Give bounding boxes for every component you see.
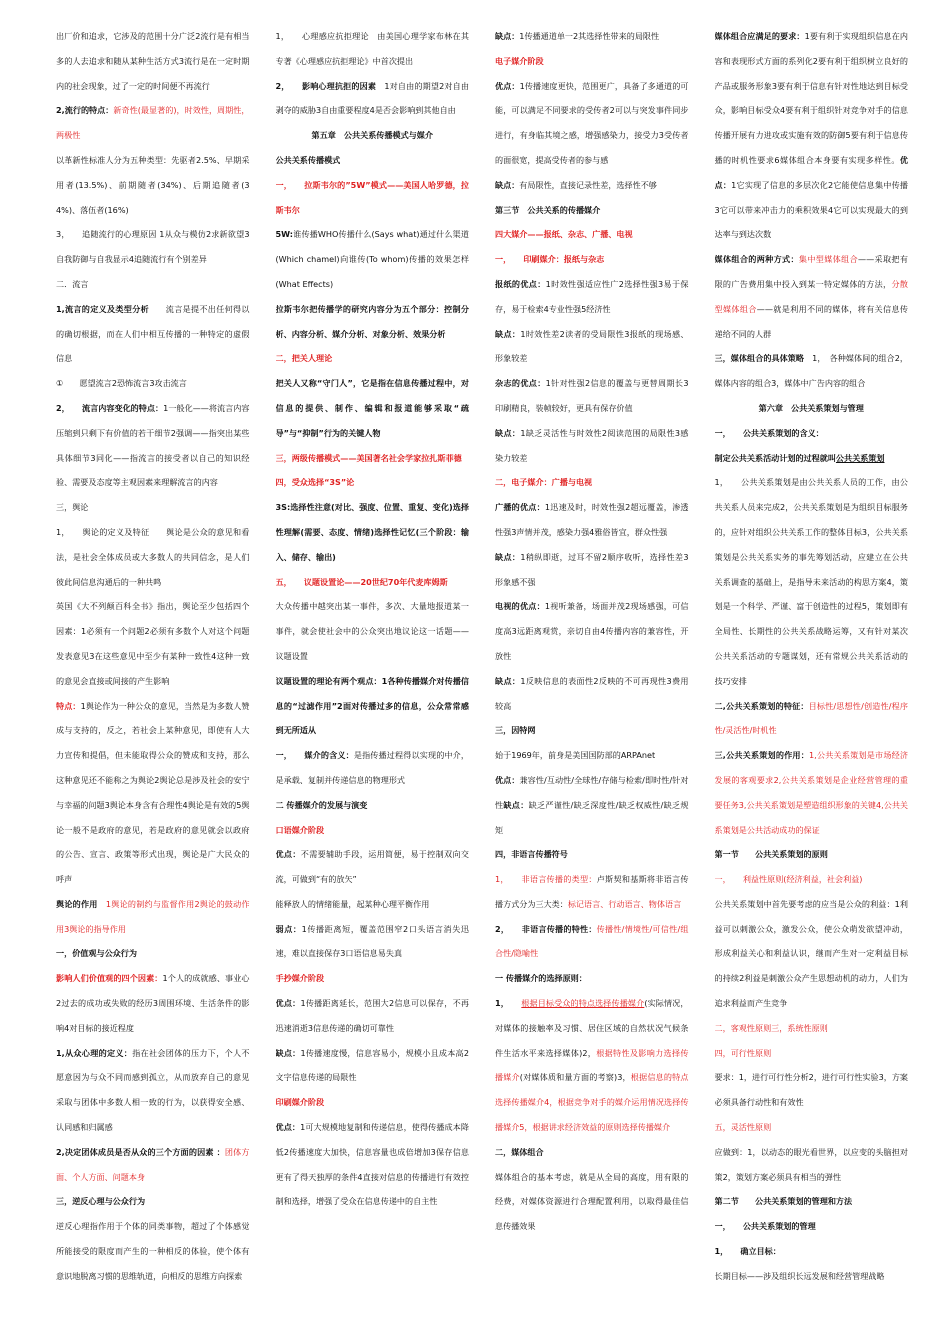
text-run: 三,公共关系策划的作用： (714, 750, 810, 761)
paragraph (56, 594, 250, 693)
paragraph (495, 842, 689, 867)
paragraph (495, 917, 689, 967)
text-run: 1舆论的制约与监督作用2舆论的鼓动作用3舆论的指导作用 (56, 898, 250, 934)
text-run: 1一般化——将流言内容压缩到只剩下有价值的若干细节2强调——指突出某些具体细节3同化——指流言的接受者以自己的知识经验、需要及态度等主观因素来理解流言的内容 (56, 402, 250, 488)
text-run: 大众传播中越突出某一事件，多次、大量地报道某一事件，就会使社会中的公众突出地议论这一话题——议题设置 (275, 601, 469, 661)
text-run: 根据目标受众的特点选择传播媒介 (521, 998, 645, 1009)
text-run: 目标性/思想性/创造性/程序性/灵活性/时机性 (714, 700, 908, 736)
text-run: 一， 印刷媒介：报纸与杂志 (495, 254, 605, 265)
text-run: 二，把关人理论 (275, 353, 333, 364)
paragraph (276, 222, 470, 296)
text-run: 1,公共关系策划是市场经济发展的客观要求2,公共关系策划是企业经营管理的重要任务3,公共关系策划是塑造组织形象的关键4,公共关系策划是公共活动成功的保证 (714, 750, 908, 835)
text-run: 一，价值观与公众行为 (56, 948, 137, 959)
paragraph (56, 941, 250, 966)
paragraph (715, 743, 909, 842)
paragraph (276, 594, 470, 668)
text-run: 长期目标——涉及组织长远发展和经营管理战略 (714, 1270, 885, 1281)
paragraph (276, 371, 470, 445)
paragraph (276, 818, 470, 843)
paragraph (715, 396, 909, 421)
text-column-3 (495, 24, 689, 1344)
text-run: 1缺乏灵活性与时效性2阅读范围的局限性3感染力较差 (495, 427, 689, 463)
text-run: 1传播通道单一2其选择性带来的局限性 (519, 31, 660, 41)
text-run: 逆反心理指作用于个体的同类事物，超过了个体感觉所能接受的限度而产生的一种相反的体验，使个体有意识地脱离习惯的思维轨道，向相反的思维方向探索 (56, 1221, 250, 1281)
text-run: 五，灵活性原则 (714, 1122, 772, 1133)
text-run: ——就是利用不同的媒体，将有关信息传递给不同的人群 (714, 303, 908, 339)
paragraph (276, 24, 470, 74)
text-run: 1视听兼备，场面并茂2现场感强，可信度高3远距离观赏，亲切自由4传播内容的兼容性，开放性 (495, 601, 689, 661)
text-run: 缺点： (503, 799, 529, 810)
text-run: 优点： (495, 80, 520, 91)
text-run: 2,流行的特点： (56, 105, 114, 116)
paragraph (276, 123, 470, 148)
text-run: 公共关系策划中首先要考虑的应当是公众的利益：1利益可以刺激公众，激发公众，使公众萌发欲望冲动，形成利益关心和利益认识，继而产生对一定利益目标的持续2利益是刺激公众产生思想动机的动力，人们为追求利益而产生竞争 (714, 898, 908, 1009)
text-run: 以革新性标准人分为五种类型：先驱者2.5%、早期采用者(13.5%)、前期随者(34%)、后期追随者(34%)、落伍者(16%) (56, 154, 250, 215)
text-run: 指在社会团体的压力下，个人不愿意因为与众不同而感到孤立，从而放弃自己的意见采取与团体中多数人相一致的行为，以获得安全感、认同感和归属感 (56, 1047, 250, 1133)
paragraph (715, 1016, 909, 1041)
paragraph (495, 495, 689, 545)
paragraph (715, 1189, 909, 1214)
text-run: 2,决定团体成员是否从众的三个方面的因素 ： (56, 1146, 225, 1157)
text-run: ——采取把有限的广告费用集中投入到某一特定媒体的方法， (714, 254, 908, 289)
paragraph (495, 718, 689, 743)
text-run: 1， 非语言传播的类型： (495, 874, 597, 885)
text-run: 四，非语言传播符号 (495, 849, 568, 860)
text-run: 1,从众心理的定义： (56, 1047, 133, 1058)
paragraph (495, 594, 689, 668)
paragraph (56, 371, 250, 396)
text-run: 3S: (275, 502, 291, 513)
paragraph (715, 24, 909, 247)
paragraph (495, 222, 689, 247)
text-run: 卢斯契和基斯将非语言传播方式分为三大类： (495, 874, 689, 909)
text-run: 第一节 公共关系策划的原则 (714, 849, 828, 860)
paragraph (276, 297, 470, 347)
paragraph (715, 446, 909, 471)
text-run: 新奇性(最显著的)，时效性，周期性，两极性 (56, 105, 250, 141)
text-run: 一， 公共关系策划的含义： (714, 427, 824, 438)
text-run: 缺点： (495, 551, 521, 562)
text-run: 媒体组合的基本考虑，就是从全局的高度，用有限的经费，对媒体资源进行合理配置利用，以取得最佳信息传播效果 (495, 1171, 689, 1232)
text-column-1 (56, 24, 250, 1344)
paragraph (715, 1115, 909, 1140)
paragraph (715, 1041, 909, 1066)
text-run: 1， 公共关系策划是由公共关系人员的工作，由公共关系人员来完成2，公共关系策划是为组织目标服务的，应针对组织公共关系工作的整体目标3，公共关系策划是公共关系实务的事先筹划活动，应建立在公共关系调查的基础上，是指导未来活动的构思方案4，策划是一个科学、严谨、富于创造性的过程5，策划即有全局性、长期性的公共关系战略运筹，又有针对某次公共关系活动的专题谋划，还有常规公共关系活动的技巧安排 (714, 477, 908, 686)
paragraph (495, 991, 689, 1140)
text-run: 三，两级传播模式——美国著名社会学家拉扎斯菲德 (275, 452, 462, 463)
text-run: 二，客观性原则三，系统性原则 (714, 1022, 828, 1033)
text-run: 1要有利于实现组织信息在内容和表现形式方面的系列化2要有利于组织树立良好的产品或服务形象3要有利于信息有针对性地达到目标受众，影响目标受众4要有利于组织针对竞争对手的信息传播开展有力进攻或实施有效的防御5要有利于信息传播的时机性要求6媒体组合本身要有实现多样性。 (714, 31, 908, 165)
text-run: 舆论的作用 (56, 898, 106, 909)
paragraph (715, 694, 909, 744)
text-run: (对媒体质和量方面的考察)3， (519, 1072, 631, 1083)
text-run: 谁传播WHO传播什么(Says what)通过什么渠道(Which chamel)向谁传(To whom)传播的效果怎样(What Effects) (275, 229, 469, 289)
text-run: 5W: (275, 229, 294, 240)
paragraph (276, 1115, 470, 1214)
paragraph (276, 793, 470, 818)
text-run: 传播性/情境性/可信性/组合性/隐喻性 (495, 923, 689, 959)
paragraph (56, 148, 250, 222)
paragraph (715, 867, 909, 892)
text-run: 缺点： (495, 31, 520, 41)
text-run: 1可大规模地复制和传递信息，使得传播成本降低2传播速度大加快，信息容量也成倍增加3保存信息更有了得天独厚的条件4直接对信息的传播进行有效控制和选择，增强了受众在信息传递中的自主性 (275, 1122, 469, 1207)
text-run: 不需要辅助手段，运用简便，易于控制双向交流，可做到“有的放矢” (275, 849, 469, 885)
text-run: 四，可行性原则 (714, 1047, 772, 1058)
paragraph (495, 272, 689, 322)
paragraph (495, 867, 689, 917)
text-run: 1时效性强适应性广2选择性强3易于保存，易于检索4专业性强5经济性 (495, 278, 689, 314)
text-run: 1舆论作为一种公众的意见，当然是为多数人赞成与支持的，反之，若社会上某种意见，即使有人大力宣传和提倡，但未能取得公众的赞成和支持，那么这种意见还不能称之为舆论2舆论总是涉及社会的安宁与幸福的问题3舆论本身含有合理性4舆论是有效的5舆论一般不是政府的意见，若是政府的意见就会以政府的公告、宣言、政策等形式出现，舆论是广大民众的呼声 (56, 700, 250, 885)
text-run: (实际情况，对媒体的接触率及习惯、居住区域的自然状况气候条件生活水平来选择媒体)2， (495, 998, 689, 1058)
text-run: 拉斯韦尔把传播学的研究内容分为五个部分：控制分析、内容分析、媒介分析、对象分析、效果分析 (275, 303, 469, 339)
text-run: 分散型媒体组合 (714, 278, 908, 314)
text-run: 三，舆论 (56, 502, 89, 513)
paragraph (495, 545, 689, 595)
paragraph (56, 222, 250, 272)
paragraph (495, 322, 689, 372)
paragraph (715, 892, 909, 1016)
text-run: 出厂价和追求，它涉及的范围十分广泛2流行是有相当多的人去追求和随从某种生活方式3流行是在一定时期内的社会现象，过了一定的时间便不再流行 (56, 31, 250, 91)
paragraph (56, 297, 250, 371)
paragraph (495, 247, 689, 272)
text-run: 1， 各种媒体间的组合2，媒体内容的组合3，媒体中广告内容的组合 (714, 353, 908, 389)
text-run: 公共关系策划 (835, 452, 885, 463)
paragraph (276, 148, 470, 173)
text-run: 杂志的优点： (495, 378, 546, 389)
text-column-2 (276, 24, 470, 1344)
paragraph (715, 247, 909, 346)
text-run: 始于1969年，前身是美国国防部的ARPAnet (495, 750, 656, 761)
text-run: 1传播距离短，覆盖范围窄2口头语言消失迅速，难以直接保存3口语信息易失真 (275, 923, 469, 959)
text-run: 一， 利益性原则(经济利益，社会利益) (714, 874, 863, 885)
text-run: 三，媒体组合的具体策略 (714, 353, 805, 364)
text-run: 3， 追随流行的心理原因 1从众与模仿2求新欲望3自我防御与自我显示4追随流行有个别差异 (56, 229, 250, 265)
text-run: 二，电子媒介：广播与电视 (495, 477, 593, 488)
paragraph (276, 842, 470, 892)
paragraph (56, 396, 250, 495)
text-run: 缺点： (495, 675, 521, 686)
paragraph (276, 570, 470, 595)
text-run: 要求：1，进行可行性分析2，进行可行性实验3，方案必须具备行动性和有效性 (714, 1072, 908, 1108)
paragraph (276, 743, 470, 793)
text-run: 1， (495, 998, 522, 1009)
text-run: 四大媒介——报纸、杂志、广播、电视 (495, 229, 633, 240)
paragraph (276, 966, 470, 991)
text-run: 1对自由的期望2对自由剥夺的威胁3自由重要程度4是否会影响到其他自由 (275, 80, 469, 116)
text-run: 公共关系传播模式 (275, 154, 341, 165)
paragraph (56, 892, 250, 942)
paragraph (276, 470, 470, 495)
text-run: 缺点： (495, 427, 521, 438)
text-run: 1针对性强2信息的覆盖与更替周期长3印刷精良，装帧较好，更具有保存价值 (495, 378, 689, 413)
text-run: 四，受众选择“3S”论 (275, 477, 355, 488)
paragraph (56, 1041, 250, 1140)
text-run: 把关人又称“守门人”，它是指在信息传播过程中，对信息的提供、制作、编辑和报道能够采取“疏导”与“抑制”行为的关键人物 (275, 378, 469, 438)
paragraph (56, 520, 250, 594)
text-run: 手抄媒介阶段 (275, 973, 325, 984)
text-run: 优点： (275, 998, 301, 1009)
paragraph (276, 446, 470, 471)
text-run: 一， 拉斯韦尔的”5W”模式——美国人哈罗德，拉斯韦尔 (275, 179, 469, 215)
text-run: 1稍纵即逝，过耳不留2顺序收听，选择性差3形象感不强 (495, 551, 689, 587)
paragraph (276, 1041, 470, 1091)
text-run: 应做到：1，以动态的眼光看世界，以应变的头脑担对策2，策划方案必须具有相当的弹性 (714, 1146, 908, 1182)
text-run: 是指传播过程得以实现的中介，是承载、复制并传递信息的物理形式 (275, 750, 469, 785)
text-run: 特点： (56, 700, 81, 711)
text-run: 2， 影响心理抗拒的因素 (275, 80, 377, 91)
paragraph (276, 1090, 470, 1115)
text-run: 二,公共关系策划的特征： (714, 700, 809, 711)
paragraph (56, 495, 250, 520)
paragraph (56, 272, 250, 297)
text-run: 优点： (275, 849, 301, 860)
paragraph (495, 743, 689, 768)
text-run: 1它实现了信息的多层次化2它能使信息集中传播3它可以带来冲击力的乘积效果4它可以实现最大的到达率与到达次数 (714, 179, 908, 240)
paragraph (276, 74, 470, 124)
text-run: 英国《大不列颠百科全书》指出，舆论至少包括四个因素：1必须有一个问题2必须有多数个人对这个问题发表意见3在这些意见中至少有某种一致性4这种一致的意见会直接或间接的产生影响 (56, 601, 250, 686)
paragraph (495, 669, 689, 719)
paragraph (276, 346, 470, 371)
paragraph (715, 1140, 909, 1190)
text-column-4 (715, 24, 909, 1344)
text-run: 1传播速度更快，范围更广，具备了多通道的可能，可以满足不同要求的受传者2可以与突发事件同步进行，有身临其境之感，增强感染力，接受力3受传者的面很宽，提高受传者的参与感 (495, 80, 689, 165)
paragraph (495, 1140, 689, 1165)
text-run: 缺点： (275, 1047, 301, 1058)
text-run: 二．流言 (56, 278, 89, 289)
text-run: 三，因特网 (495, 725, 536, 736)
text-run: 三，逆反心理与公众行为 (56, 1196, 146, 1207)
text-run: 1传播距离延长，范围大2信息可以保存，不再迅速消逝3信息传递的确切可靠性 (275, 998, 469, 1033)
text-run: 电子媒介阶段 (495, 55, 544, 66)
text-run: 标记语言、行动语言、物体语言 (567, 898, 682, 909)
paragraph (715, 1214, 909, 1239)
text-run: 第二节 公共关系策划的管理和方法 (714, 1196, 853, 1207)
paragraph (56, 966, 250, 1040)
paragraph (495, 470, 689, 495)
text-run: 1传播速度慢，信息容易小，规模小且成本高2文字信息传递的局限性 (275, 1047, 469, 1083)
paragraph (56, 1189, 250, 1214)
text-run: ① 愿望流言2恐怖流言3攻击流言 (56, 378, 187, 389)
paragraph (276, 669, 470, 743)
text-run: 1个人的成就感、事业心2过去的成功或失败的经历3周围环境、生活条件的影响4对目标的接近程度 (56, 973, 250, 1033)
text-run: 五， 议题设置论——20世纪70年代麦库姆斯 (275, 576, 448, 587)
paragraph (495, 74, 689, 173)
text-run: 能释放人的情绪能量，起某种心理平衡作用 (275, 898, 430, 909)
paragraph (495, 768, 689, 842)
paragraph (495, 198, 689, 223)
paragraph (495, 371, 689, 421)
paragraph (495, 966, 689, 991)
text-run: 第六章 公共关系策划与管理 (758, 402, 864, 413)
paragraph (276, 991, 470, 1041)
text-run: 缺点： (495, 328, 521, 339)
text-run: 兼容性/互动性/全球性/存储与检索/即时性/针对性 (495, 774, 689, 810)
text-run: 制定公共关系活动计划的过程就叫 (714, 452, 836, 463)
text-run: 一 传播媒介的选择原则： (495, 973, 587, 984)
paragraph (715, 470, 909, 693)
paragraph (715, 346, 909, 396)
paragraph (56, 98, 250, 148)
paragraph (495, 173, 689, 198)
paragraph (56, 24, 250, 98)
paragraph (276, 892, 470, 917)
text-run: 一， 媒介的含义： (275, 750, 354, 761)
text-run: 有局限性，直接记录性差，选择性不够 (519, 179, 657, 190)
text-run: 1迅速及时，时效性强2超远覆盖，渗透性强3声情并茂，感染力强4雅俗皆宜，群众性强 (495, 502, 689, 537)
paragraph (715, 1065, 909, 1115)
text-run: 报纸的优点： (495, 278, 546, 289)
paragraph (715, 842, 909, 867)
paragraph (276, 917, 470, 967)
text-run: 1,流言的定义及类型分析 (56, 303, 149, 314)
text-run: 影响人们价值观的四个因素： (56, 973, 163, 984)
paragraph (495, 1165, 689, 1239)
text-run: 口语媒介阶段 (275, 824, 325, 835)
text-run: 流言是提不出任何得以的确切根据，而在人们中相互传播的一种特定的虚假信息 (56, 303, 250, 364)
paragraph (56, 694, 250, 892)
text-run: 2， 流言内容变化的特点： (56, 402, 164, 413)
paragraph (495, 49, 689, 74)
text-run: 团体方面、个人方面、问题本身 (56, 1146, 250, 1182)
text-run: 二，媒体组合 (495, 1146, 544, 1157)
paragraph (715, 421, 909, 446)
paragraph (56, 1214, 250, 1288)
text-run: 媒体组合应满足的要求： (714, 31, 805, 41)
text-run: 优点： (275, 1122, 301, 1133)
text-run: 媒体组合的两种方式： (714, 254, 799, 265)
text-run: 根据信息的特点选择传播媒介4，根据竞争对手的媒介运用情况选择传播媒介5，根据讲求经济效益的原则选择传播媒介 (495, 1072, 689, 1133)
text-run: 一， 公共关系策划的管理 (714, 1221, 816, 1232)
text-run: 二 传播媒介的发展与演变 (275, 799, 368, 810)
paragraph (276, 173, 470, 223)
text-run: 1， 心理感应抗拒理论 由美国心理学家布林在其专著《心理感应抗拒理论》中首次提出 (275, 31, 469, 66)
paragraph (495, 421, 689, 471)
paragraph (276, 495, 470, 569)
text-run: 优点： (495, 774, 520, 785)
text-run: 缺乏严谨性/缺乏深度性/缺乏权威性/缺乏规矩 (495, 799, 689, 835)
text-run: 1时效性差2读者的受局限性3报纸的现场感、形象较差 (495, 328, 689, 364)
paragraph (715, 1264, 909, 1289)
text-run: 议题设置的理论有两个观点：1各种传播媒介对传播信息的“过滤作用”2面对传播过多的信息，公众常常感到无所适从 (275, 675, 469, 736)
text-run: 1反映信息的表面性2反映的不可再现性3费用较高 (495, 675, 689, 711)
text-run: 选择性注意(对比、强度、位置、重复、变化)选择性理解(需要、态度、情绪)选择性记忆(三个阶段：输入、储存、输出) (275, 502, 469, 562)
text-run: 第三节 公共关系的传播媒介 (495, 204, 601, 215)
text-run: 集中型媒体组合 (798, 254, 859, 265)
text-run: 弱点： (275, 923, 302, 934)
text-run: 第五章 公共关系传播模式与媒介 (311, 130, 433, 141)
text-run: 电视的优点： (495, 601, 545, 612)
text-run: 根据特性及影响力选择传播媒介 (495, 1047, 689, 1083)
text-run: 1， 舆论的定义及特征 舆论是公众的意见和看法，是社会全体成员或大多数人的共同信念，是人们彼此间信息沟通后的一种共鸣 (56, 526, 250, 587)
text-run: 优点： (714, 154, 908, 190)
text-run: 缺点： (495, 179, 520, 190)
text-run: 2， 非语言传播的特性： (495, 923, 597, 934)
text-run: 广播的优点： (495, 502, 545, 513)
text-run: 1， 确立目标： (714, 1246, 781, 1257)
paragraph (715, 1239, 909, 1264)
paragraph (56, 1140, 250, 1190)
text-run: 印刷媒介阶段 (275, 1097, 325, 1108)
paragraph (495, 24, 689, 49)
